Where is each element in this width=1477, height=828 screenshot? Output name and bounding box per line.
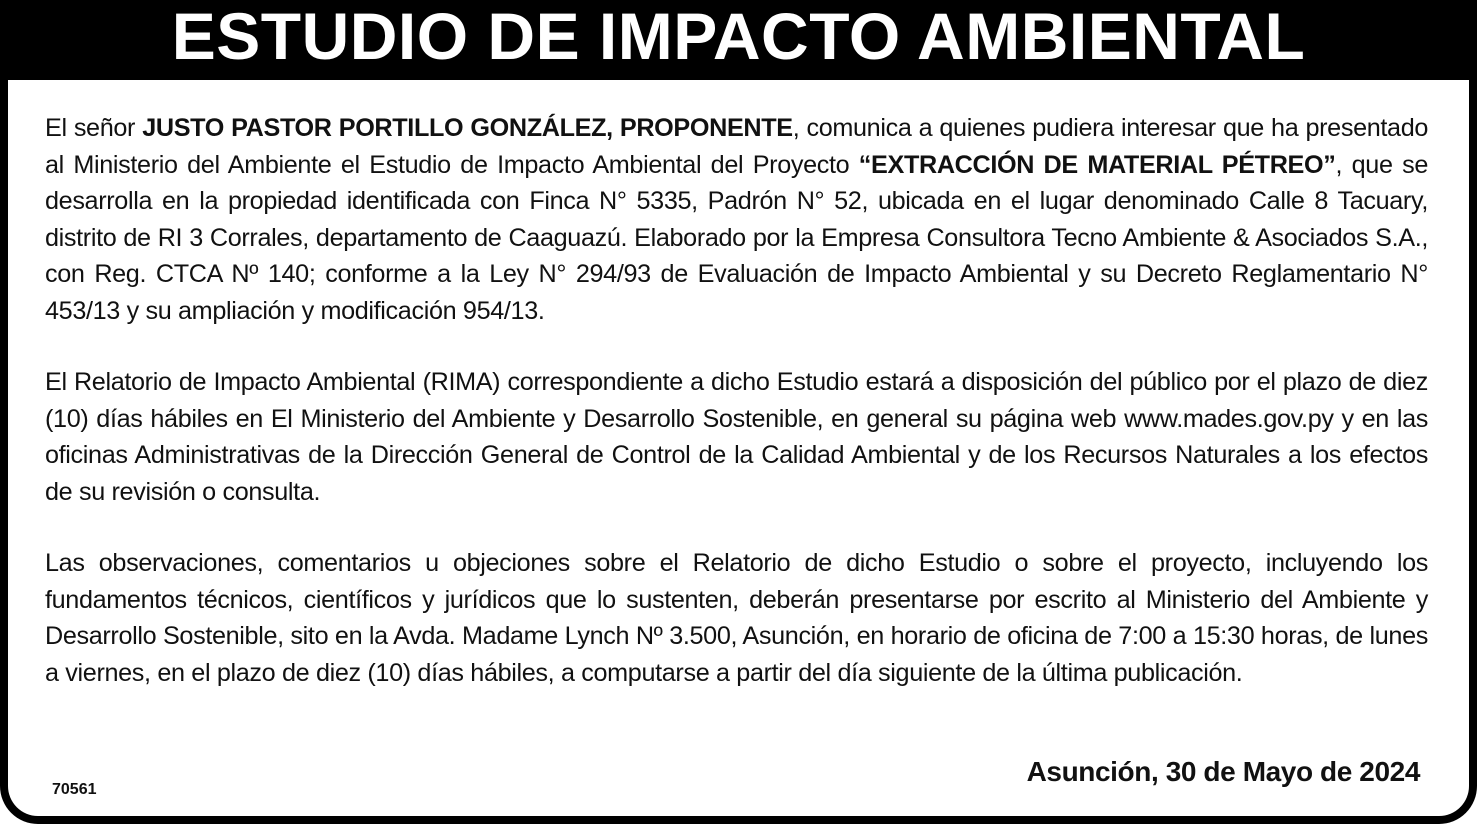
reference-code: 70561 [52,781,97,798]
notice-paragraph-2: El Relatorio de Impacto Ambiental (RIMA) correspondiente a dicho Estudio estará a disposición del público por el plazo de diez (10) días hábiles en El Ministerio del Ambiente y Desarrollo Sostenible, en general su página web www.mades.gov.py y en las oficinas Administrativas de la Dirección General de Control de la Calidad Ambiental y de los Recursos Naturales a los efectos de su revisión o consulta. [45,368,1428,506]
signature-date: Asunción, 30 de Mayo de 2024 [1026,756,1420,787]
notice-paragraph-3: Las observaciones, comentarios u objeciones sobre el Relatorio de dicho Estudio o sobre el proyecto, incluyendo los fundamentos técnicos, científicos y jurídicos que lo sustenten, deberán presentarse por escrito al Ministerio del Ambiente y Desarrollo Sostenible, sito en la Avda. Madame Lynch Nº 3.500, Asunción, en horario de oficina de 7:00 a 15:30 horas, de lunes a viernes, en el plazo de diez (10) días hábiles, a computarse a partir del día siguiente de la última publicación. [45,549,1428,687]
paragraph-1-text-b: , que se desarrolla en la propiedad identificada con Finca N° 5335, Padrón N° 52, ubicada en el lugar denominado Calle 8 Tacuary, distrito de RI 3 Corrales, departamento de Caaguazú. Elaborado por la Empresa Consultora Tecno Ambiente & Asociados S.A., con Reg. CTCA Nº 140; conforme a la Ley N° 294/93 de Evaluación de Impacto Ambiental y su Decreto Reglamentario N° 453/13 y su ampliación y modificación 954/13. [45,150,1428,325]
notice-header [0,0,1477,80]
notice-title: ESTUDIO DE IMPACTO AMBIENTAL [171,0,1306,73]
project-name: “EXTRACCIÓN DE MATERIAL PÉTREO” [858,150,1336,179]
notice-paragraph-1 [45,110,1428,329]
proponent-name: JUSTO PASTOR PORTILLO GONZÁLEZ, PROPONENTE [142,114,793,142]
paragraph-1-intro: El señor [45,114,143,142]
paragraph-1-text-a: , comunica a quienes pudiera interesar que ha presentado al Ministerio del Ambiente el Estudio de Impacto Ambiental del Proyecto [45,114,1429,179]
